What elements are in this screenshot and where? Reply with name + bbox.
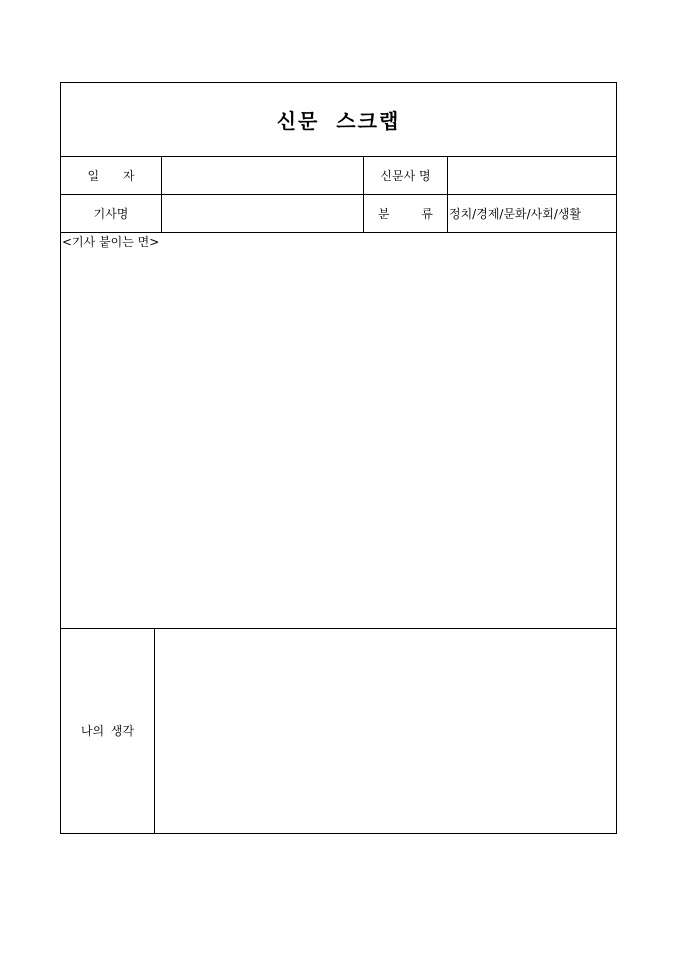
article-paste-area[interactable] [61, 232, 616, 629]
newspaper-field[interactable] [448, 156, 616, 194]
page-title: 신문 스크랩 [276, 109, 401, 133]
title-row [61, 83, 616, 157]
newspaper-label: 신문사 명 [364, 156, 448, 194]
headline-category-row [61, 194, 616, 233]
category-field[interactable]: 정치/경제/문화/사회/생활 [449, 206, 582, 221]
my-thoughts-label: 나의 생각 [61, 628, 155, 833]
my-thoughts-field[interactable] [155, 628, 616, 833]
my-thoughts-row [61, 628, 616, 833]
article-area-label: <기사 붙이는 면> [62, 235, 160, 249]
category-label: 분 류 [364, 194, 448, 232]
date-field[interactable] [162, 156, 364, 194]
scrap-form [60, 82, 617, 834]
date-newspaper-row [61, 156, 616, 195]
headline-field[interactable] [162, 194, 364, 232]
headline-label: 기사명 [61, 194, 162, 232]
date-label: 일 자 [61, 156, 162, 194]
